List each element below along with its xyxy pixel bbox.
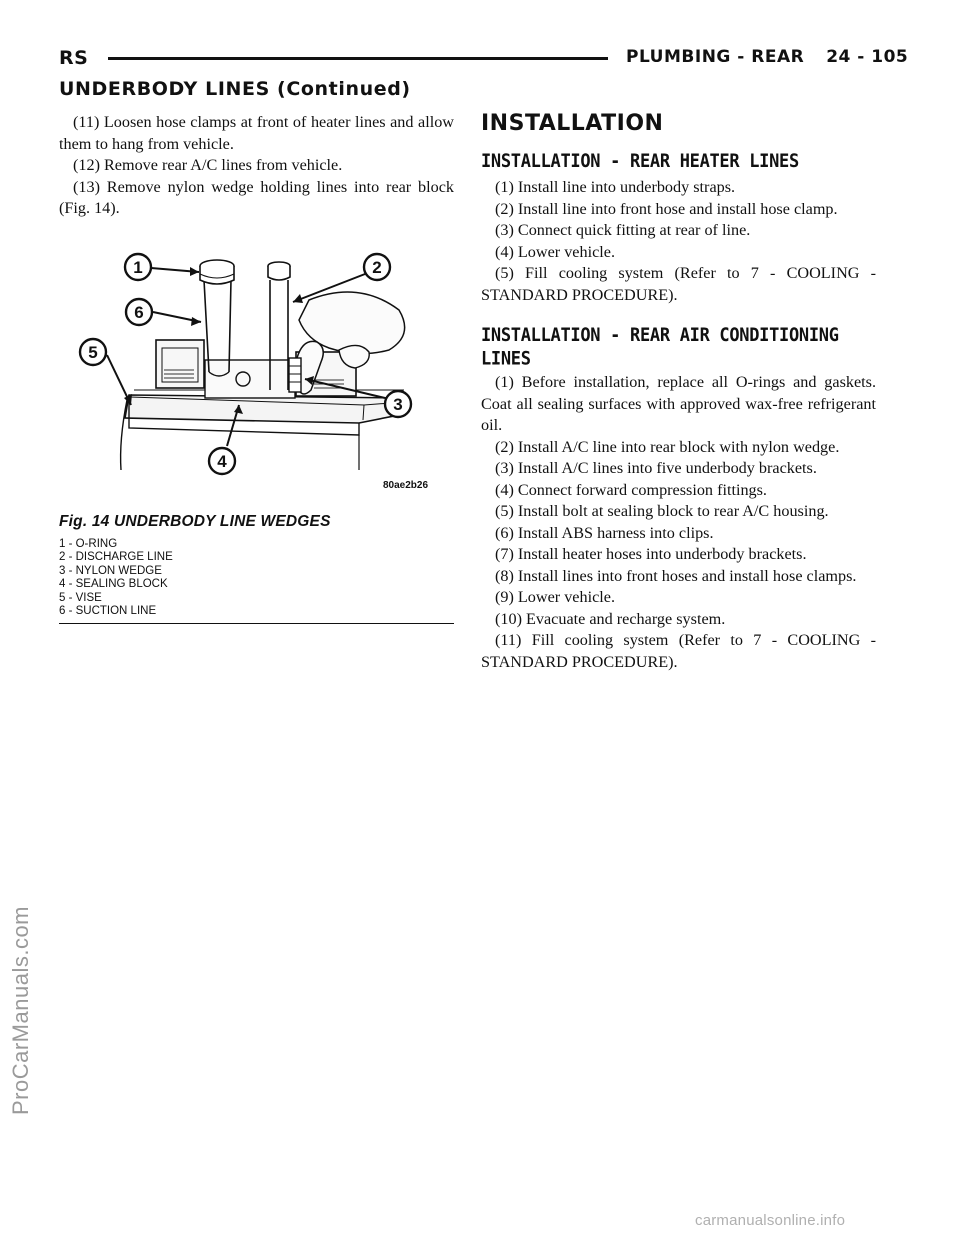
step-paragraph: (11) Loosen hose clamps at front of heater lines and allow them to hang from vehicle. — [59, 113, 454, 153]
svg-text:1: 1 — [133, 258, 143, 277]
step-paragraph: (1) Before installation, replace all O-rings and gaskets. Coat all sealing surfaces with approved wax-free refrigerant oil. — [481, 373, 876, 434]
legend-item: 2 - DISCHARGE LINE — [59, 551, 173, 564]
step-paragraph: (9) Lower vehicle. — [495, 588, 615, 606]
step-paragraph: (4) Connect forward compression fittings. — [495, 480, 767, 499]
step-paragraph: (5) Fill cooling system (Refer to 7 - COOLING - STANDARD PROCEDURE). — [481, 264, 876, 304]
svg-text:5: 5 — [88, 343, 98, 362]
figure-code: 80ae2b26 — [383, 480, 429, 491]
legend-rule — [59, 623, 454, 624]
step-paragraph: (8) Install lines into front hoses and install hose clamps. — [495, 566, 857, 585]
legend-item: 6 - SUCTION LINE — [59, 605, 157, 618]
heater-lines-heading: INSTALLATION - REAR HEATER LINES — [481, 150, 799, 173]
watermark-side: ProCarManuals.com — [8, 905, 33, 1115]
header-manual-code: RS — [59, 47, 89, 69]
step-paragraph: (3) Connect quick fitting at rear of line. — [495, 221, 751, 239]
step-paragraph: (2) Install line into front hose and install hose clamp. — [495, 199, 838, 218]
underbody-line-wedges-illustration — [59, 240, 454, 510]
step-paragraph: (6) Install ABS harness into clips. — [495, 523, 714, 542]
callout-1 — [125, 254, 151, 280]
step-paragraph: (4) Lower vehicle. — [495, 242, 615, 261]
step-paragraph: (3) Install A/C lines into five underbody brackets. — [495, 459, 817, 477]
step-paragraph: (11) Fill cooling system (Refer to 7 - COOLING - STANDARD PROCEDURE). — [481, 631, 876, 671]
legend-item: 4 - SEALING BLOCK — [59, 578, 168, 591]
left-column — [59, 112, 454, 220]
step-paragraph: (5) Install bolt at sealing block to rear A/C housing. — [495, 502, 829, 520]
figure-legend — [59, 538, 454, 618]
header-section — [626, 47, 908, 67]
figure-caption: Fig. 14 UNDERBODY LINE WEDGES — [59, 513, 331, 530]
step-paragraph: (13) Remove nylon wedge holding lines into rear block (Fig. 14). — [59, 177, 454, 217]
callout-6 — [126, 299, 152, 325]
section-continued-title: UNDERBODY LINES (Continued) — [59, 78, 411, 100]
ac-lines-heading: INSTALLATION - REAR AIR CONDITIONING LINES — [481, 324, 839, 370]
page-number: 24 - 105 — [826, 47, 909, 67]
svg-text:4: 4 — [217, 452, 227, 471]
callout-5 — [80, 339, 106, 365]
svg-text:3: 3 — [393, 395, 403, 414]
header-section-title: PLUMBING - REAR — [626, 47, 805, 67]
callout-4 — [209, 448, 235, 474]
legend-item: 1 - O-RING — [59, 538, 118, 550]
svg-text:2: 2 — [372, 258, 382, 277]
step-paragraph: (7) Install heater hoses into underbody brackets. — [495, 545, 807, 563]
callout-2 — [364, 254, 390, 280]
step-paragraph: (2) Install A/C line into rear block with nylon wedge. — [495, 437, 840, 456]
svg-text:6: 6 — [134, 303, 144, 322]
legend-item: 3 - NYLON WEDGE — [59, 564, 162, 577]
step-paragraph: (1) Install line into underbody straps. — [495, 178, 736, 196]
site-footer: carmanualsonline.info — [695, 1212, 846, 1229]
installation-heading: INSTALLATION — [481, 111, 664, 136]
step-paragraph: (10) Evacuate and recharge system. — [495, 609, 726, 628]
step-paragraph: (12) Remove rear A/C lines from vehicle. — [73, 156, 343, 174]
callout-3 — [385, 391, 411, 417]
right-column — [481, 112, 876, 673]
header-rule — [108, 57, 608, 60]
legend-item: 5 - VISE — [59, 591, 102, 604]
